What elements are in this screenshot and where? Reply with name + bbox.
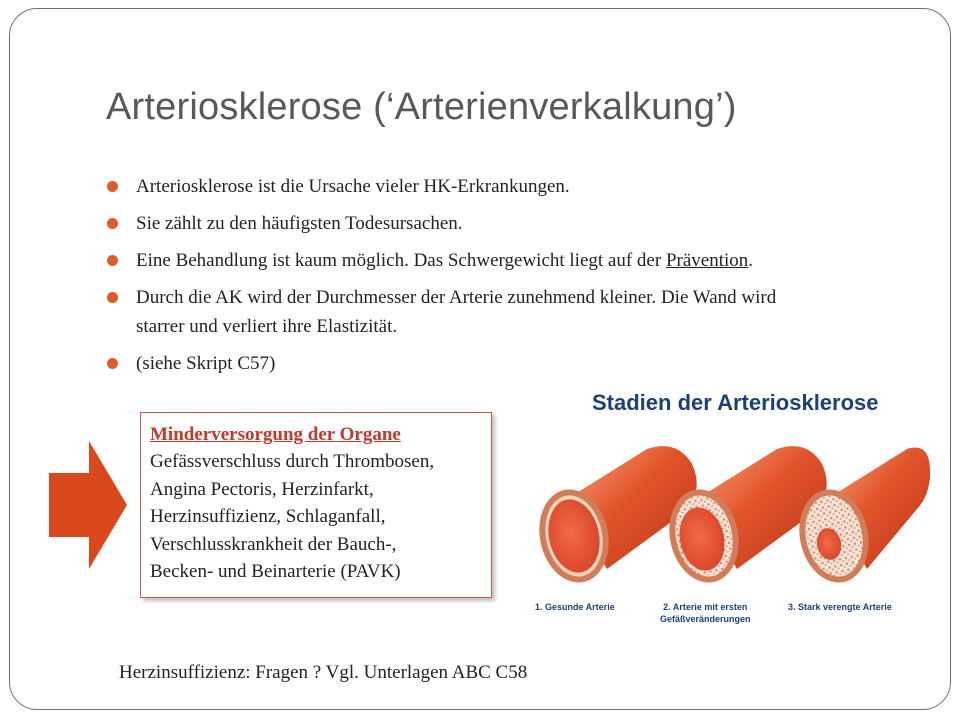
figure-title: Stadien der Arteriosklerose: [592, 390, 879, 415]
bullet-item: [106, 246, 896, 275]
bullet-list: [106, 172, 896, 386]
footer-note: Herzinsuffizienz: Fragen ? Vgl. Unterlagen ABC C58: [119, 662, 528, 683]
organ-box-line: Becken- und Beinarterie (PAVK): [150, 561, 401, 582]
bullet-text-end: .: [748, 250, 754, 271]
stage-label-2: 2. Arterie mit ersten Gefäßveränderungen: [660, 602, 751, 624]
bullet-item: [106, 349, 896, 378]
bullet-text-line: starrer und verliert ihre Elastizität.: [136, 316, 398, 337]
organ-undersupply-box: [140, 412, 492, 598]
slide-title: Arteriosklerose (‘Arterienverkalkung’): [106, 86, 737, 128]
organ-box-heading: Minderversorgung der Organe: [150, 424, 401, 445]
bullet-underlined-text: Prävention: [665, 250, 749, 271]
organ-box-line: Gefässverschluss durch Thrombosen,: [150, 451, 435, 472]
bullet-text-line: Durch die AK wird der Durchmesser der Arterie zunehmend kleiner. Die Wand wird: [136, 287, 777, 308]
organ-box-line: Herzinsuffizienz, Schlaganfall,: [150, 506, 386, 527]
bullet-text: Arteriosklerose ist die Ursache vieler HK-Erkrankungen.: [136, 176, 570, 197]
bullet-dot-icon: [107, 255, 118, 266]
bullet-text: (siehe Skript C57): [136, 353, 276, 374]
bullet-dot-icon: [107, 218, 118, 229]
right-arrow-icon: [49, 441, 127, 569]
bullet-text: Sie zählt zu den häufigsten Todesursachen.: [136, 213, 463, 234]
bullet-text: Eine Behandlung ist kaum möglich. Das Schwergewicht liegt auf der: [136, 250, 666, 271]
artery-stages-illustration: [527, 384, 932, 634]
bullet-item: [106, 209, 896, 238]
bullet-dot-icon: [107, 292, 118, 303]
stage-label-3: 3. Stark verengte Arterie: [788, 602, 892, 612]
bullet-item: [106, 172, 896, 201]
organ-box-line: Verschlusskrankheit der Bauch-,: [150, 533, 397, 555]
bullet-dot-icon: [107, 181, 118, 192]
arteriosclerosis-stages-figure: [527, 384, 932, 634]
stage-label-1: 1. Gesunde Arterie: [535, 602, 615, 612]
bullet-item: [106, 283, 896, 341]
bullet-dot-icon: [107, 358, 118, 369]
organ-box-line: Angina Pectoris, Herzinfarkt,: [150, 478, 374, 500]
